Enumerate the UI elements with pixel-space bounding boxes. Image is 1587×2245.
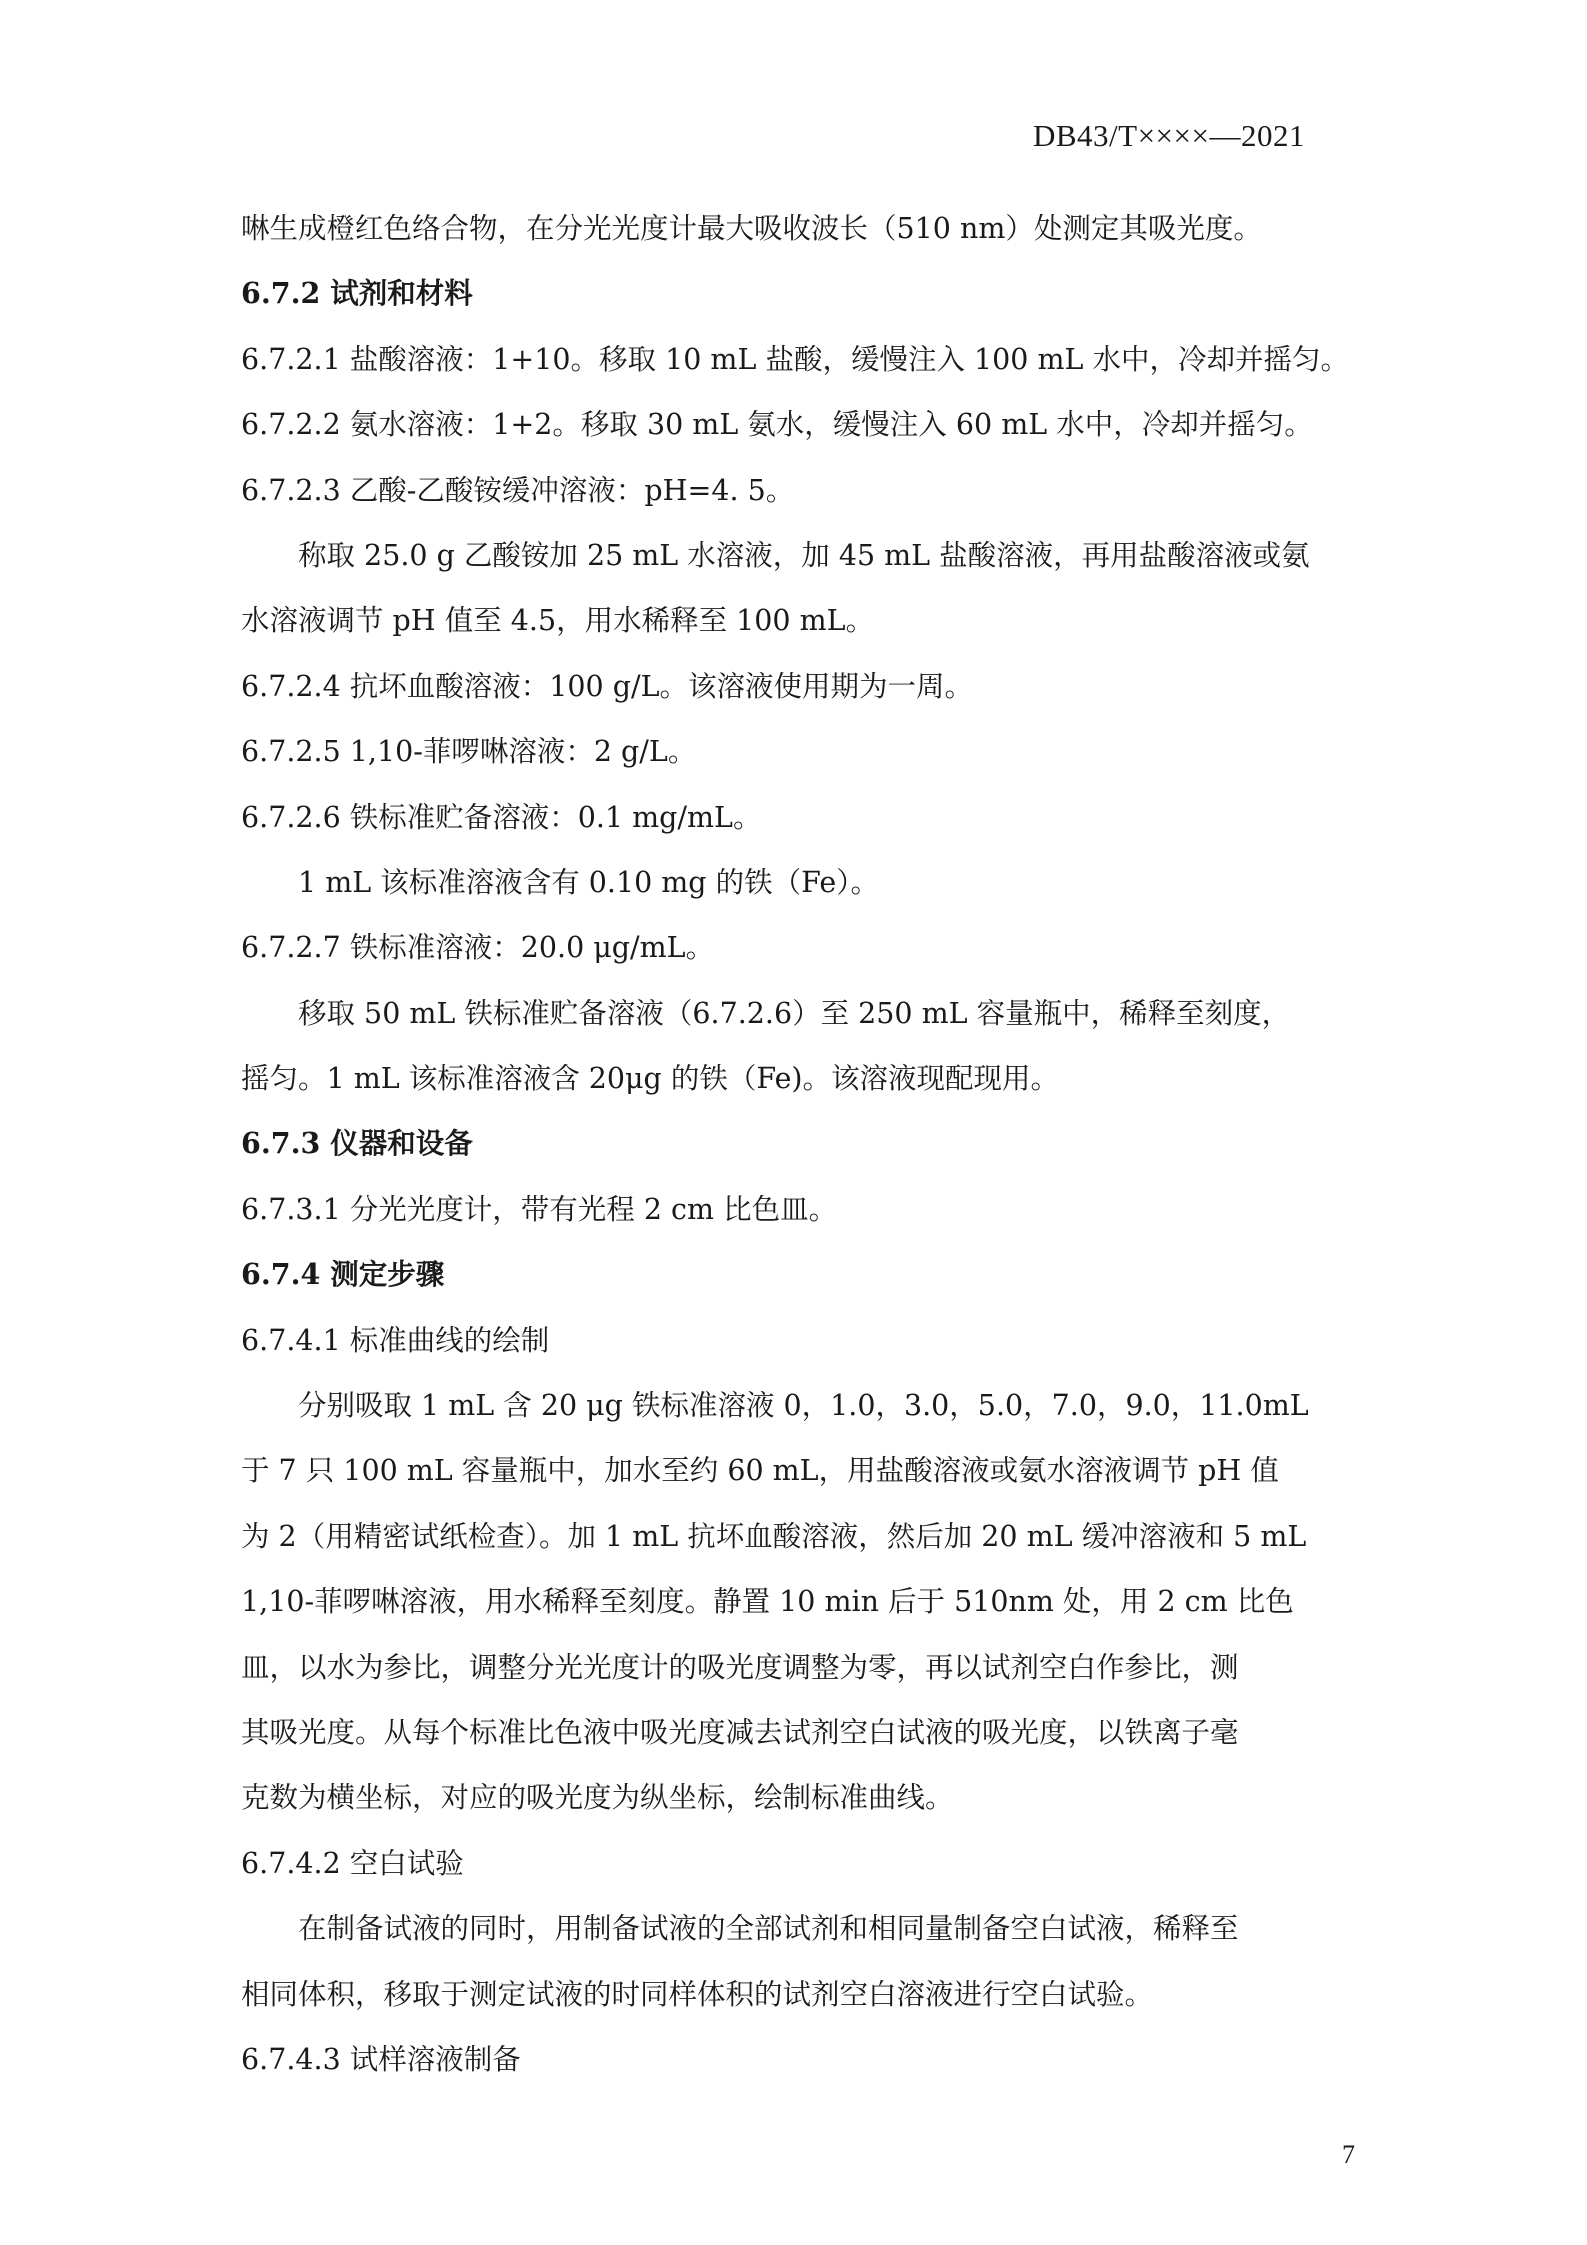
section-heading: 6.7.4 测定步骤 — [241, 1257, 445, 1292]
text-line: 6.7.2.3 乙酸-乙酸铵缓冲溶液：pH=4. 5。 — [241, 473, 795, 507]
text-line: 称取 25.0 g 乙酸铵加 25 mL 水溶液，加 45 mL 盐酸溶液，再用盐酸溶液或氨 — [298, 538, 1310, 572]
text-line: 啉生成橙红色络合物，在分光光度计最大吸收波长（510 nm）处测定其吸光度。 — [241, 212, 1262, 245]
text-line: 为 2（用精密试纸检查）。加 1 mL 抗坏血酸溶液，然后加 20 mL 缓冲溶液和 5 mL — [241, 1519, 1307, 1553]
text-line: 克数为横坐标，对应的吸光度为纵坐标，绘制标准曲线。 — [241, 1781, 954, 1815]
text-line: 移取 50 mL 铁标准贮备溶液（6.7.2.6）至 250 mL 容量瓶中，稀释至刻度， — [298, 996, 1291, 1030]
text-line: 其吸光度。从每个标准比色液中吸光度减去试剂空白试液的吸光度，以铁离子毫 — [241, 1715, 1239, 1749]
text-line: 1 mL 该标准溶液含有 0.10 mg 的铁（Fe）。 — [298, 865, 879, 899]
text-line: 6.7.4.3 试样溶液制备 — [241, 2042, 521, 2076]
text-line: 于 7 只 100 mL 容量瓶中，加水至约 60 mL，用盐酸溶液或氨水溶液调节 pH 值 — [241, 1454, 1279, 1488]
text-line: 在制备试液的同时，用制备试液的全部试剂和相同量制备空白试液，稀释至 — [298, 1912, 1239, 1946]
text-line: 6.7.2.7 铁标准溶液：20.0 μg/mL。 — [241, 931, 715, 965]
text-line: 6.7.2.4 抗坏血酸溶液：100 g/L。该溶液使用期为一周。 — [241, 669, 973, 703]
text-line: 摇匀。1 mL 该标准溶液含 20μg 的铁（Fe)。该溶液现配现用。 — [241, 1062, 1060, 1096]
text-line: 6.7.4.1 标准曲线的绘制 — [241, 1323, 550, 1357]
page-number: 7 — [1342, 2140, 1355, 2169]
text-line: 6.7.2.6 铁标准贮备溶液：0.1 mg/mL。 — [241, 800, 762, 834]
text-line: 6.7.2.5 1,10-菲啰啉溶液：2 g/L。 — [241, 735, 697, 769]
text-line: 6.7.3.1 分光光度计，带有光程 2 cm 比色皿。 — [241, 1192, 838, 1226]
text-line: 相同体积，移取于测定试液的时同样体积的试剂空白溶液进行空白试验。 — [241, 1977, 1154, 2011]
section-heading: 6.7.2 试剂和材料 — [241, 276, 473, 311]
text-line: 6.7.4.2 空白试验 — [241, 1846, 464, 1880]
text-line: 分别吸取 1 mL 含 20 μg 铁标准溶液 0，1.0，3.0，5.0，7.0，9.0，11.0mL — [298, 1389, 1309, 1423]
document-code-header: DB43/T××××—2021 — [1032, 118, 1305, 153]
text-line: 皿，以水为参比，调整分光光度计的吸光度调整为零，再以试剂空白作参比，测 — [241, 1650, 1239, 1684]
section-heading: 6.7.3 仪器和设备 — [241, 1126, 473, 1161]
text-line: 1,10-菲啰啉溶液，用水稀释至刻度。静置 10 min 后于 510nm 处，用 2 cm 比色 — [241, 1585, 1294, 1619]
text-line: 水溶液调节 pH 值至 4.5，用水稀释至 100 mL。 — [241, 604, 875, 638]
text-line: 6.7.2.2 氨水溶液：1+2。移取 30 mL 氨水，缓慢注入 60 mL 水中，冷却并摇匀。 — [241, 408, 1313, 442]
text-line: 6.7.2.1 盐酸溶液：1+10。移取 10 mL 盐酸，缓慢注入 100 mL 水中，冷却并摇匀。 — [241, 342, 1349, 376]
document-body — [241, 196, 1356, 2092]
